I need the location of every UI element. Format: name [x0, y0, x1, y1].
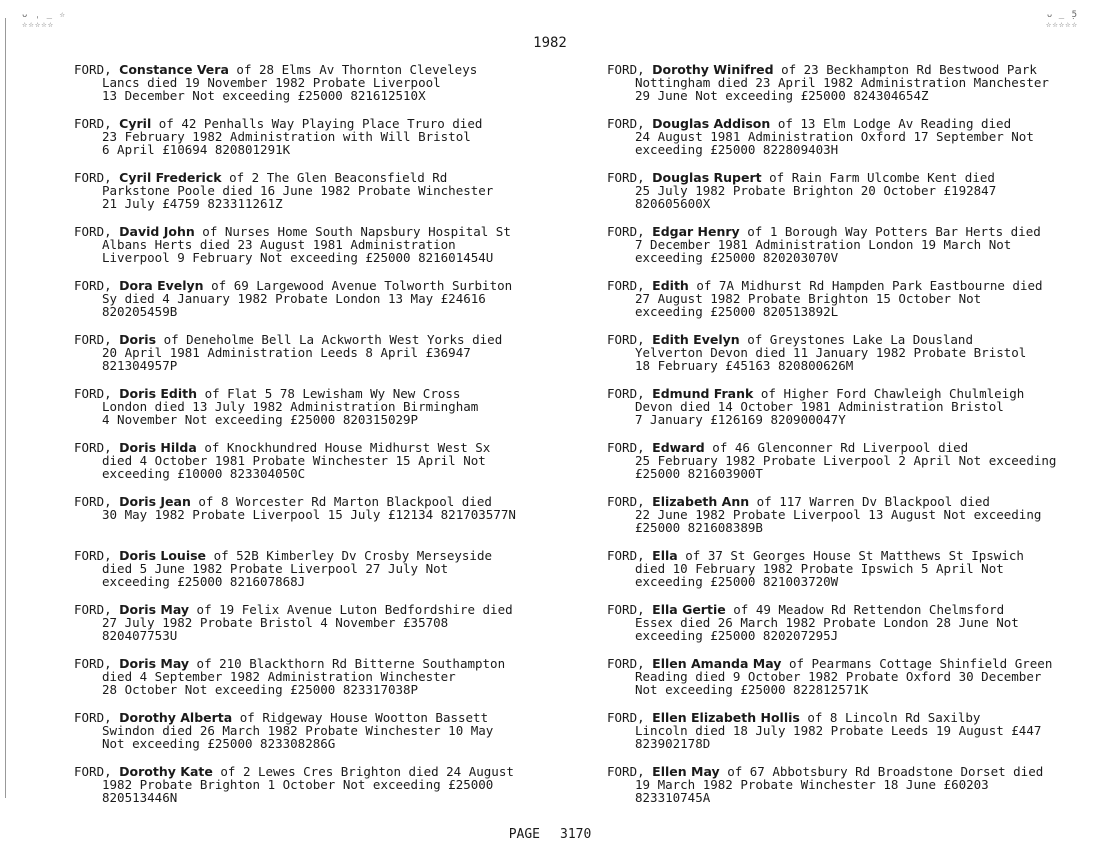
entry-surname: FORD,	[74, 765, 112, 779]
entry-address: of 69 Largewood Avenue Tolworth Surbiton	[211, 279, 513, 293]
probate-entry	[74, 603, 564, 657]
entry-detail-line: 27 July 1982 Probate Bristol 4 November £35708	[102, 615, 449, 630]
entry-forenames: Doris Hilda	[119, 441, 197, 455]
entry-surname: FORD,	[74, 279, 112, 293]
entry-address: of 49 Meadow Rd Rettendon Chelmsford	[733, 603, 1005, 617]
entry-detail-line: Devon died 14 October 1981 Administration Bristol	[635, 399, 1004, 414]
entry-address: of 2 Lewes Cres Brighton died 24 August	[220, 765, 514, 779]
probate-entry	[74, 387, 564, 441]
entry-surname: FORD,	[607, 495, 645, 509]
probate-entry	[607, 171, 1097, 225]
probate-entry	[607, 63, 1097, 117]
entry-forenames: Dorothy Kate	[119, 765, 213, 779]
entry-forenames: Cyril Frederick	[119, 171, 222, 185]
entry-forenames: Dorothy Winifred	[652, 63, 774, 77]
entry-detail-line: Liverpool 9 February Not exceeding £25000 821601454U	[102, 250, 494, 265]
corner-stamp-left: ᴗ ˌ ̲ ☆ ☆☆☆☆☆	[22, 10, 66, 30]
probate-entry	[607, 765, 1097, 819]
entry-detail-line: exceeding £25000 821607868J	[102, 574, 306, 589]
probate-entry	[607, 279, 1097, 333]
page-label: PAGE	[508, 827, 540, 842]
entry-detail-line: exceeding £25000 821003720W	[635, 574, 839, 589]
entry-detail-line: exceeding £25000 820207295J	[635, 628, 839, 643]
entry-surname: FORD,	[74, 225, 112, 239]
entry-detail-line: Essex died 26 March 1982 Probate London 28 June Not	[635, 615, 1019, 630]
entry-surname: FORD,	[607, 117, 645, 131]
entry-surname: FORD,	[607, 171, 645, 185]
entry-detail-line: 820205459B	[102, 304, 178, 319]
entry-surname: FORD,	[74, 441, 112, 455]
entry-detail-line: Sy died 4 January 1982 Probate London 13 May £24616	[102, 291, 486, 306]
probate-entry	[74, 333, 564, 387]
entry-detail-line: 823310745A	[635, 790, 711, 805]
entry-forenames: Ellen May	[652, 765, 720, 779]
entry-detail-line: 7 December 1981 Administration London 19 March Not	[635, 237, 1012, 252]
entry-address: of Greystones Lake La Dousland	[747, 333, 973, 347]
entry-forenames: Edgar Henry	[652, 225, 740, 239]
entry-surname: FORD,	[74, 711, 112, 725]
probate-entry	[607, 225, 1097, 279]
entry-detail-line: exceeding £25000 822809403H	[635, 142, 839, 157]
entry-surname: FORD,	[607, 603, 645, 617]
entry-surname: FORD,	[607, 765, 645, 779]
entry-forenames: Constance Vera	[119, 63, 229, 77]
entry-detail-line: 20 April 1981 Administration Leeds 8 April £36947	[102, 345, 471, 360]
entry-detail-line: Lincoln died 18 July 1982 Probate Leeds 19 August £447	[635, 723, 1042, 738]
probate-entry	[607, 549, 1097, 603]
page-year: 1982	[533, 35, 567, 51]
probate-entry	[74, 657, 564, 711]
entry-surname: FORD,	[74, 657, 112, 671]
entry-detail-line: 23 February 1982 Administration with Will Bristol	[102, 129, 471, 144]
entry-detail-line: 21 July £4759 823311261Z	[102, 196, 283, 211]
entry-surname: FORD,	[607, 279, 645, 293]
entry-detail-line: 28 October Not exceeding £25000 823317038P	[102, 682, 419, 697]
entry-forenames: Cyril	[119, 117, 152, 131]
entry-surname: FORD,	[74, 549, 112, 563]
entry-address: of Deneholme Bell La Ackworth West Yorks died	[163, 333, 503, 347]
entry-forenames: Doris Jean	[119, 495, 191, 509]
entry-detail-line: exceeding £10000 823304050C	[102, 466, 306, 481]
entry-surname: FORD,	[607, 657, 645, 671]
entry-surname: FORD,	[74, 495, 112, 509]
entry-surname: FORD,	[607, 549, 645, 563]
left-column	[74, 63, 564, 819]
entry-forenames: Ella	[652, 549, 678, 563]
entry-address: of Rain Farm Ulcombe Kent died	[769, 171, 995, 185]
probate-entry	[74, 63, 564, 117]
entry-detail-line: Lancs died 19 November 1982 Probate Liverpool	[102, 75, 441, 90]
entry-surname: FORD,	[607, 441, 645, 455]
entry-address: of 19 Felix Avenue Luton Bedfordshire died	[196, 603, 513, 617]
entry-detail-line: 821304957P	[102, 358, 178, 373]
entry-surname: FORD,	[74, 171, 112, 185]
entry-address: of 13 Elm Lodge Av Reading died	[777, 117, 1012, 131]
probate-entry	[607, 333, 1097, 387]
corner-stamp-right: ᴗ ̲ ̣5 ☆☆☆☆☆	[1045, 10, 1078, 30]
probate-entry	[74, 441, 564, 495]
entry-detail-line: 4 November Not exceeding £25000 820315029P	[102, 412, 419, 427]
entry-address: of 23 Beckhampton Rd Bestwood Park	[781, 63, 1037, 77]
entry-forenames: Doris	[119, 333, 157, 347]
entry-detail-line: 820605600X	[635, 196, 711, 211]
probate-entry	[74, 495, 564, 549]
entry-detail-line: 823902178D	[635, 736, 711, 751]
probate-entry	[607, 117, 1097, 171]
entry-detail-line: 820407753U	[102, 628, 178, 643]
entry-address: of Flat 5 78 Lewisham Wy New Cross	[204, 387, 461, 401]
entry-surname: FORD,	[607, 63, 645, 77]
entry-address: of 52B Kimberley Dv Crosby Merseyside	[213, 549, 493, 563]
entry-forenames: Ella Gertie	[652, 603, 726, 617]
entry-address: of 46 Glenconner Rd Liverpool died	[712, 441, 969, 455]
entry-detail-line: died 10 February 1982 Probate Ipswich 5 April Not	[635, 561, 1004, 576]
entry-detail-line: Parkstone Poole died 16 June 1982 Probate Winchester	[102, 183, 494, 198]
entry-address: of Higher Ford Chawleigh Chulmleigh	[760, 387, 1025, 401]
entry-address: of 117 Warren Dv Blackpool died	[756, 495, 990, 509]
entry-detail-line: 24 August 1981 Administration Oxford 17 September Not	[635, 129, 1034, 144]
probate-entry	[74, 117, 564, 171]
entry-address: of 42 Penhalls Way Playing Place Truro died	[158, 117, 483, 131]
entry-detail-line: 6 April £10694 820801291K	[102, 142, 291, 157]
entry-forenames: Edward	[652, 441, 705, 455]
entry-surname: FORD,	[607, 387, 645, 401]
entry-detail-line: exceeding £25000 820203070V	[635, 250, 839, 265]
entry-detail-line: 27 August 1982 Probate Brighton 15 October Not	[635, 291, 982, 306]
entry-detail-line: died 5 June 1982 Probate Liverpool 27 July Not	[102, 561, 449, 576]
right-column	[607, 63, 1097, 819]
entry-address: of 210 Blackthorn Rd Bitterne Southampton	[196, 657, 506, 671]
entry-forenames: Doris May	[119, 657, 190, 671]
probate-entry	[74, 225, 564, 279]
entry-detail-line: 25 February 1982 Probate Liverpool 2 April Not exceeding	[635, 453, 1057, 468]
entry-surname: FORD,	[74, 117, 112, 131]
probate-entry	[607, 657, 1097, 711]
entry-surname: FORD,	[74, 603, 112, 617]
entry-address: of 67 Abbotsbury Rd Broadstone Dorset died	[727, 765, 1044, 779]
entry-detail-line: 13 December Not exceeding £25000 821612510X	[102, 88, 426, 103]
probate-entry	[607, 387, 1097, 441]
probate-entry	[607, 495, 1097, 549]
entry-forenames: Ellen Elizabeth Hollis	[652, 711, 800, 725]
entry-forenames: Dora Evelyn	[119, 279, 204, 293]
entry-forenames: Ellen Amanda May	[652, 657, 782, 671]
entry-detail-line: exceeding £25000 820513892L	[635, 304, 839, 319]
entry-detail-line: 1982 Probate Brighton 1 October Not exceeding £25000	[102, 777, 494, 792]
entry-forenames: Doris May	[119, 603, 190, 617]
entry-detail-line: 30 May 1982 Probate Liverpool 15 July £12134 821703577N	[102, 507, 516, 522]
entry-address: of 7A Midhurst Rd Hampden Park Eastbourne died	[696, 279, 1043, 293]
entry-detail-line: 820513446N	[102, 790, 178, 805]
entry-forenames: Edmund Frank	[652, 387, 754, 401]
page-edge-line	[5, 18, 6, 798]
entry-surname: FORD,	[607, 225, 645, 239]
probate-entry	[74, 279, 564, 333]
probate-entry	[74, 549, 564, 603]
entry-detail-line: London died 13 July 1982 Administration Birmingham	[102, 399, 479, 414]
entry-surname: FORD,	[607, 333, 645, 347]
entry-detail-line: £25000 821608389B	[635, 520, 763, 535]
entry-detail-line: Nottingham died 23 April 1982 Administration Manchester	[635, 75, 1049, 90]
probate-entry	[607, 603, 1097, 657]
entry-detail-line: Not exceeding £25000 822812571K	[635, 682, 869, 697]
entry-forenames: Dorothy Alberta	[119, 711, 233, 725]
entry-detail-line: 25 July 1982 Probate Brighton 20 October £192847	[635, 183, 997, 198]
entry-detail-line: 29 June Not exceeding £25000 824304654Z	[635, 88, 929, 103]
entry-surname: FORD,	[74, 63, 112, 77]
entry-address: of 28 Elms Av Thornton Cleveleys	[236, 63, 478, 77]
probate-entry	[74, 765, 564, 819]
page-number: 3170	[560, 827, 592, 842]
entry-surname: FORD,	[74, 387, 112, 401]
entry-detail-line: 22 June 1982 Probate Liverpool 13 August Not exceeding	[635, 507, 1042, 522]
entry-forenames: Douglas Rupert	[652, 171, 762, 185]
entry-forenames: David John	[119, 225, 195, 239]
entry-surname: FORD,	[607, 711, 645, 725]
entry-detail-line: Swindon died 26 March 1982 Probate Winchester 10 May	[102, 723, 494, 738]
entry-detail-line: Not exceeding £25000 823308286G	[102, 736, 336, 751]
entry-address: of 2 The Glen Beaconsfield Rd	[229, 171, 448, 185]
entry-detail-line: Reading died 9 October 1982 Probate Oxford 30 December	[635, 669, 1042, 684]
entry-surname: FORD,	[74, 333, 112, 347]
entry-detail-line: 19 March 1982 Probate Winchester 18 June £60203	[635, 777, 989, 792]
probate-entry	[74, 171, 564, 225]
probate-entry	[607, 711, 1097, 765]
entry-address: of 8 Lincoln Rd Saxilby	[807, 711, 981, 725]
entry-detail-line: died 4 September 1982 Administration Winchester	[102, 669, 456, 684]
entry-address: of Pearmans Cottage Shinfield Green	[788, 657, 1053, 671]
entry-detail-line: died 4 October 1981 Probate Winchester 15 April Not	[102, 453, 486, 468]
entry-forenames: Edith	[652, 279, 689, 293]
entry-detail-line: 7 January £126169 820900047Y	[635, 412, 846, 427]
entry-forenames: Doris Louise	[119, 549, 207, 563]
entry-detail-line: Albans Herts died 23 August 1981 Administration	[102, 237, 456, 252]
probate-entry	[74, 711, 564, 765]
entry-forenames: Elizabeth Ann	[652, 495, 750, 509]
entry-forenames: Edith Evelyn	[652, 333, 740, 347]
entry-detail-line: 18 February £45163 820800626M	[635, 358, 854, 373]
probate-entry	[607, 441, 1097, 495]
entry-forenames: Doris Edith	[119, 387, 198, 401]
entry-address: of Nurses Home South Napsbury Hospital St	[202, 225, 511, 239]
entry-address: of 37 St Georges House St Matthews St Ipswich	[685, 549, 1024, 563]
entry-address: of Knockhundred House Midhurst West Sx	[204, 441, 491, 455]
page-footer	[0, 827, 1100, 842]
entry-address: of 1 Borough Way Potters Bar Herts died	[747, 225, 1041, 239]
entry-address: of 8 Worcester Rd Marton Blackpool died	[198, 495, 492, 509]
entry-detail-line: £25000 821603900T	[635, 466, 763, 481]
entry-forenames: Douglas Addison	[652, 117, 771, 131]
entry-address: of Ridgeway House Wootton Bassett	[239, 711, 489, 725]
entry-detail-line: Yelverton Devon died 11 January 1982 Probate Bristol	[635, 345, 1027, 360]
